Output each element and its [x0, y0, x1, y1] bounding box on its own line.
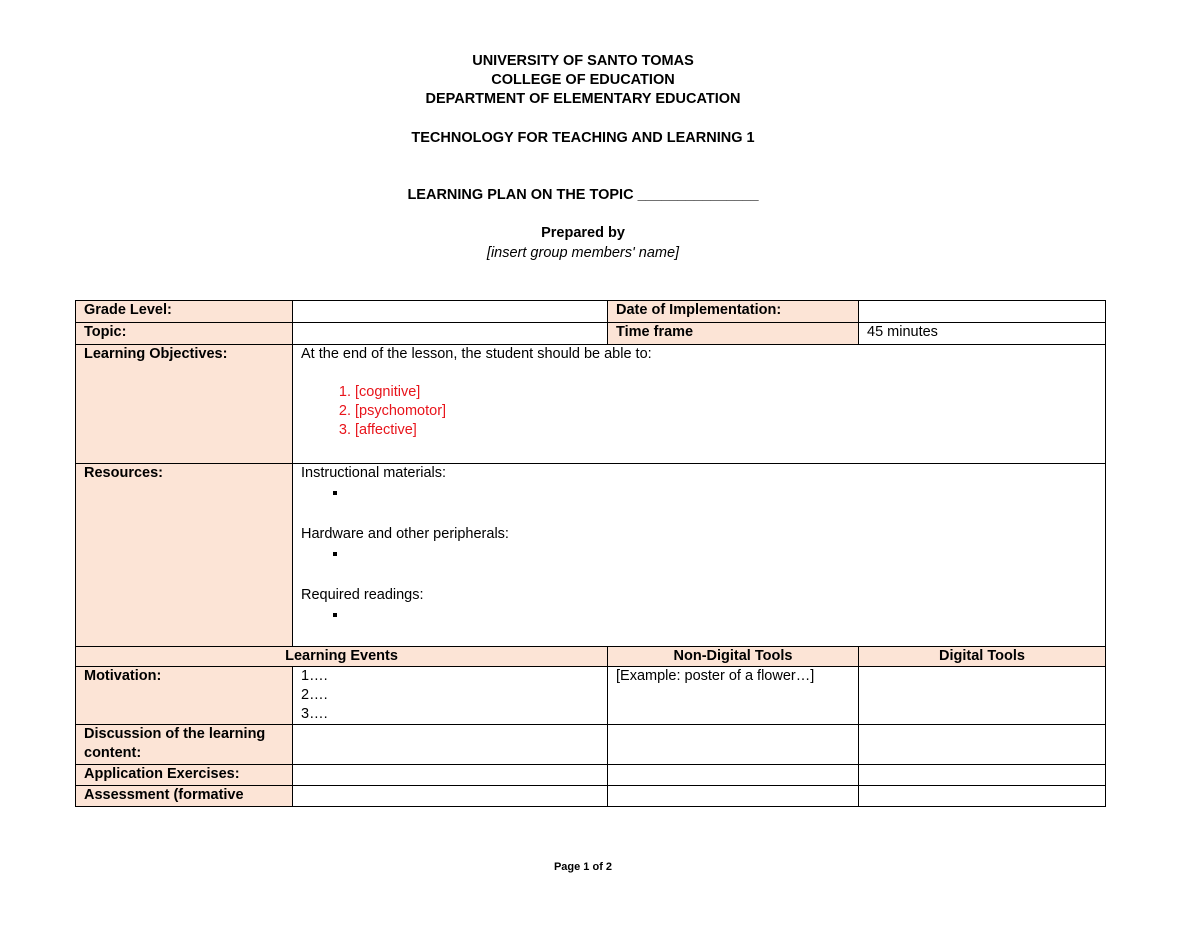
application-exercises-label: Application Exercises:: [76, 765, 293, 786]
resources-label: Resources:: [76, 464, 293, 647]
plan-title: LEARNING PLAN ON THE TOPIC _______________: [407, 187, 759, 203]
topic-value[interactable]: [293, 323, 608, 345]
objectives-list: [301, 383, 1097, 440]
discussion-label: Discussion of the learning content:: [76, 725, 293, 765]
resources-content[interactable]: [293, 464, 1106, 647]
page-number: Page 1 of 2: [553, 861, 613, 873]
application-exercises-row: [76, 765, 1106, 786]
motivation-label: Motivation:: [76, 667, 293, 725]
university-name: UNIVERSITY OF SANTO TOMAS: [472, 53, 694, 69]
date-of-implementation-value[interactable]: [859, 301, 1106, 323]
course-title: TECHNOLOGY FOR TEACHING AND LEARNING 1: [411, 130, 755, 146]
digital-tools-header: Digital Tools: [859, 647, 1106, 667]
grade-level-row: [76, 301, 1106, 323]
assessment-row: [76, 786, 1106, 807]
time-frame-label: Time frame: [608, 323, 859, 345]
topic-label: Topic:: [76, 323, 293, 345]
discussion-content[interactable]: [293, 725, 608, 765]
motivation-step-2: 2….: [301, 687, 328, 703]
required-readings-heading: Required readings:: [301, 587, 424, 603]
learning-plan-table: [75, 300, 1106, 807]
motivation-step-3: 3….: [301, 706, 328, 722]
topic-row: [76, 323, 1106, 345]
learning-objectives-content[interactable]: [293, 345, 1106, 464]
resources-row: [76, 464, 1106, 647]
motivation-step-1: 1….: [301, 668, 328, 684]
assessment-label: Assessment (formative: [76, 786, 293, 807]
list-item: [347, 544, 1097, 563]
objectives-intro: At the end of the lesson, the student should be able to:: [301, 346, 652, 362]
college-name: COLLEGE OF EDUCATION: [491, 72, 675, 88]
assessment-digital[interactable]: [859, 786, 1106, 807]
application-exercises-digital[interactable]: [859, 765, 1106, 786]
objective-affective: 3. [affective]: [355, 421, 1097, 440]
motivation-row: [76, 667, 1106, 725]
grade-level-label: Grade Level:: [76, 301, 293, 323]
objective-cognitive: 1. [cognitive]: [355, 383, 1097, 402]
motivation-digital[interactable]: [859, 667, 1106, 725]
date-of-implementation-label: Date of Implementation:: [608, 301, 859, 323]
time-frame-value[interactable]: 45 minutes: [859, 323, 1106, 345]
discussion-non-digital[interactable]: [608, 725, 859, 765]
department-name: DEPARTMENT OF ELEMENTARY EDUCATION: [425, 91, 741, 107]
learning-objectives-label: Learning Objectives:: [76, 345, 293, 464]
list-item: [347, 605, 1097, 624]
group-members-placeholder: [insert group members' name]: [486, 245, 680, 261]
application-exercises-non-digital[interactable]: [608, 765, 859, 786]
motivation-non-digital[interactable]: [Example: poster of a flower…]: [608, 667, 859, 725]
prepared-by-label: Prepared by: [541, 225, 625, 241]
non-digital-tools-header: Non-Digital Tools: [608, 647, 859, 667]
motivation-content[interactable]: [293, 667, 608, 725]
assessment-content[interactable]: [293, 786, 608, 807]
discussion-digital[interactable]: [859, 725, 1106, 765]
discussion-row: [76, 725, 1106, 765]
learning-events-header-row: [76, 647, 1106, 667]
instructional-materials-list: [301, 483, 1097, 502]
application-exercises-content[interactable]: [293, 765, 608, 786]
list-item: [347, 483, 1097, 502]
learning-events-header: Learning Events: [76, 647, 608, 667]
learning-objectives-row: [76, 345, 1106, 464]
required-readings-list: [301, 605, 1097, 624]
hardware-list: [301, 544, 1097, 563]
hardware-heading: Hardware and other peripherals:: [301, 526, 509, 542]
assessment-non-digital[interactable]: [608, 786, 859, 807]
grade-level-value[interactable]: [293, 301, 608, 323]
objective-psychomotor: 2. [psychomotor]: [355, 402, 1097, 421]
instructional-materials-heading: Instructional materials:: [301, 465, 447, 481]
